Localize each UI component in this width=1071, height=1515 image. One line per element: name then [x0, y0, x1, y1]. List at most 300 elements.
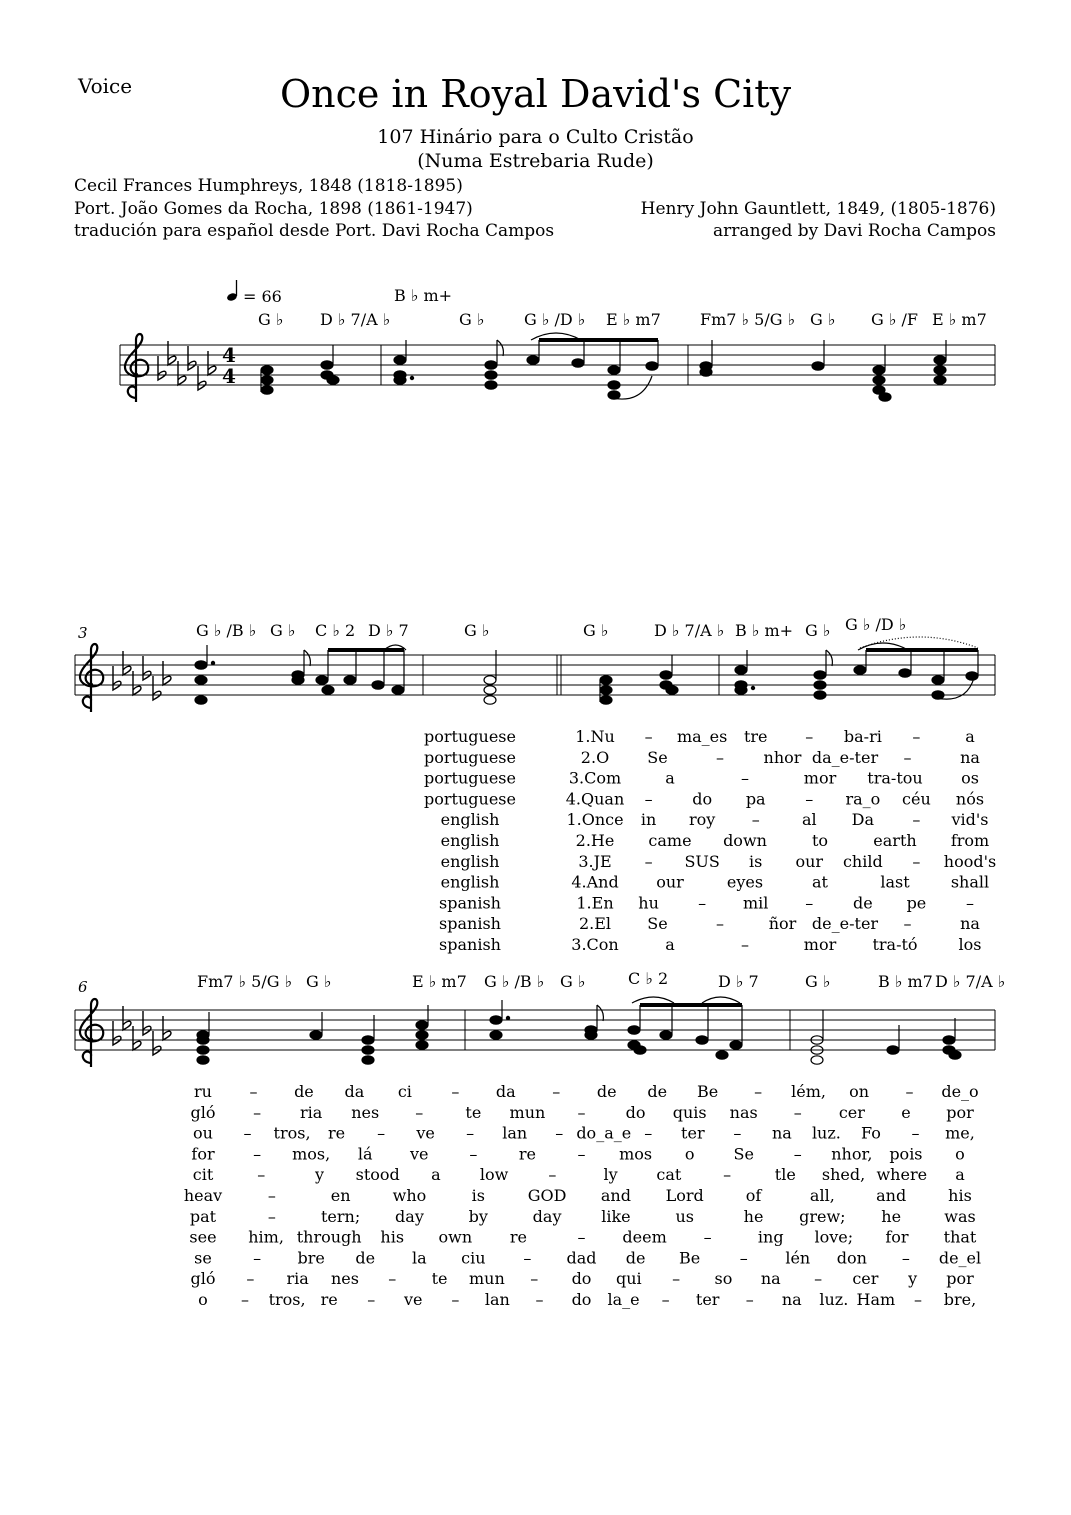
- svg-text:4: 4: [222, 343, 236, 367]
- lyric-syllable: luz.: [811, 1123, 841, 1143]
- lyric-syllable: ve: [404, 1290, 423, 1309]
- lyric-syllable: –: [548, 1165, 557, 1185]
- lyric-syllable: that: [943, 1227, 977, 1247]
- lyric-syllable: lan: [502, 1123, 528, 1143]
- lyric-syllable: de_el: [938, 1248, 982, 1268]
- lyric-syllable: cer: [852, 1269, 879, 1289]
- verse-language-label: portuguese: [424, 727, 516, 746]
- lyric-syllable: he: [743, 1206, 764, 1226]
- lyric-syllable: Ham: [856, 1290, 896, 1309]
- lyric-syllable: ñor: [768, 914, 797, 934]
- song-title: Once in Royal David's City: [279, 72, 792, 116]
- lyric-syllable: nhor,: [831, 1144, 873, 1164]
- chord-symbol: G ♭ /B ♭: [484, 972, 545, 991]
- lyric-syllable: –: [257, 1165, 266, 1185]
- lyric-syllable: –: [754, 1082, 763, 1101]
- lyric-syllable: da_e-ter: [811, 747, 879, 767]
- lyric-syllable: us: [675, 1206, 694, 1226]
- lyric-syllable: quis: [672, 1102, 707, 1122]
- lyric-syllable: –: [644, 851, 653, 871]
- lyric-syllable: re: [509, 1227, 527, 1247]
- lyric-syllable: eyes: [726, 872, 764, 892]
- lyric-syllable: –: [698, 893, 707, 913]
- lyric-syllable: –: [253, 1144, 262, 1164]
- lyric-syllable: ba-ri: [843, 727, 882, 746]
- lyric-syllable: who: [392, 1186, 427, 1205]
- lyric-syllable: Se: [647, 747, 668, 767]
- lyric-syllable: –: [912, 810, 921, 830]
- lyric-syllable: he: [881, 1206, 902, 1226]
- lyric-syllable: nes: [330, 1269, 359, 1289]
- lyric-syllable: is: [471, 1186, 485, 1205]
- lyric-syllable: hu: [638, 893, 659, 913]
- lyric-syllable: da: [344, 1082, 365, 1101]
- chord-symbol: G ♭: [560, 972, 586, 991]
- lyric-syllable: ou: [193, 1123, 213, 1143]
- lyric-syllable: so: [714, 1269, 733, 1289]
- lyric-syllable: –: [577, 1102, 586, 1122]
- lyric-syllable: –: [739, 1248, 748, 1268]
- lyric-syllable: –: [966, 893, 974, 913]
- lyric-syllable: him,: [248, 1227, 284, 1247]
- lyric-syllable: os: [961, 768, 979, 788]
- lyric-syllable: 2.El: [578, 914, 612, 934]
- arranger-credit: arranged by Davi Rocha Campos: [713, 221, 996, 241]
- lyric-syllable: o: [955, 1144, 965, 1164]
- lyric-syllable: –: [805, 727, 814, 746]
- chord-symbol: G ♭: [306, 972, 332, 991]
- lyric-syllable: our: [795, 851, 824, 871]
- lyric-syllable: do: [571, 1269, 592, 1289]
- notes-system-1: [261, 333, 946, 401]
- lyric-syllable: day: [532, 1206, 562, 1226]
- lyric-syllable: ly: [603, 1165, 618, 1185]
- lyric-syllable: na: [781, 1290, 802, 1309]
- lyric-syllable: –: [793, 1144, 802, 1164]
- lyric-syllable: lém,: [791, 1082, 827, 1101]
- chord-symbol: E ♭ m7: [412, 972, 467, 991]
- lyric-syllable: –: [523, 1248, 532, 1268]
- chord-symbol: G ♭ /D ♭: [845, 615, 907, 634]
- lyric-syllable: mos,: [292, 1144, 331, 1164]
- lyric-syllable: en: [330, 1186, 351, 1205]
- lyric-syllable: por: [946, 1102, 974, 1122]
- lyric-syllable: por: [946, 1269, 974, 1289]
- lyric-syllable: ria: [286, 1269, 309, 1289]
- lyric-syllable: de: [294, 1082, 314, 1101]
- lyric-syllable: bre: [297, 1248, 325, 1268]
- lyric-syllable: pois: [889, 1144, 923, 1164]
- lyric-syllable: cer: [838, 1102, 865, 1122]
- lyric-syllable: last: [880, 872, 910, 892]
- lyric-syllable: –: [741, 935, 749, 954]
- composer-credit: Henry John Gauntlett, 1849, (1805-1876): [640, 199, 996, 219]
- lyric-syllable: see: [189, 1227, 217, 1247]
- verse-language-label: english: [440, 810, 500, 830]
- chord-symbol: G ♭: [805, 972, 831, 991]
- lyric-syllable: in: [640, 810, 657, 830]
- lyric-syllable: pat: [189, 1206, 217, 1226]
- chord-symbol: D ♭ 7: [718, 972, 759, 991]
- lyric-syllable: stood: [355, 1165, 400, 1185]
- lyric-syllable: –: [661, 1290, 670, 1309]
- lyric-syllable: 3.Com: [568, 768, 622, 788]
- lyrics-system-3: [184, 1082, 981, 1309]
- measure-number-3: 3: [78, 624, 88, 642]
- lyric-syllable: 2.He: [575, 831, 615, 850]
- lyric-syllable: –: [644, 727, 653, 746]
- lyric-syllable: tra-tou: [867, 768, 923, 788]
- lyric-syllable: y: [908, 1269, 918, 1289]
- chord-symbol: E ♭ m7: [606, 310, 661, 329]
- lyric-syllable: Se: [733, 1144, 754, 1164]
- lyric-syllable: gló: [190, 1269, 216, 1289]
- lyric-syllable: –: [901, 1248, 910, 1268]
- lyric-syllable: roy: [688, 810, 716, 830]
- lyric-syllable: –: [805, 789, 814, 809]
- lyric-syllable: ria: [299, 1102, 323, 1122]
- notes-system-2: [195, 637, 978, 704]
- lyric-syllable: 2.O: [580, 747, 610, 767]
- lyric-syllable: –: [249, 1082, 258, 1101]
- lyric-syllable: at: [812, 872, 828, 892]
- lyric-syllable: tros,: [273, 1123, 311, 1143]
- lyric-syllable: his: [380, 1227, 405, 1247]
- lyric-syllable: Se: [647, 914, 668, 934]
- lyric-syllable: –: [555, 1123, 564, 1143]
- lyric-syllable: e: [901, 1102, 911, 1122]
- lyric-syllable: a: [665, 768, 675, 788]
- lyric-syllable: de: [647, 1082, 668, 1101]
- chord-symbol: D ♭ 7/A ♭: [935, 972, 1006, 991]
- lyric-syllable: 4.Quan: [565, 789, 625, 809]
- lyric-syllable: me,: [945, 1123, 975, 1143]
- lyric-syllable: ru: [194, 1082, 212, 1101]
- lyric-syllable: –: [367, 1290, 376, 1309]
- lyric-syllable: lén: [785, 1248, 811, 1268]
- lyric-syllable: don: [836, 1248, 867, 1268]
- chord-symbol: B ♭ m+: [394, 286, 453, 305]
- chord-symbol: B ♭ m7: [878, 972, 933, 991]
- lyric-syllable: –: [716, 747, 724, 767]
- chord-symbol: G ♭ /F: [871, 310, 918, 329]
- lyric-syllable: Be: [697, 1082, 719, 1101]
- lyric-syllable: na: [771, 1123, 792, 1143]
- lyric-syllable: do: [625, 1102, 646, 1122]
- lyric-syllable: re: [328, 1123, 346, 1143]
- lyric-syllable: re: [320, 1290, 338, 1309]
- lyric-syllable: vid's: [951, 810, 989, 830]
- verse-language-label: portuguese: [424, 789, 516, 809]
- chord-symbol: Fm7 ♭ 5/G ♭: [700, 310, 796, 329]
- lyric-syllable: all,: [809, 1186, 835, 1205]
- lyric-syllable: te: [431, 1269, 448, 1289]
- lyric-syllable: Da: [851, 810, 875, 830]
- chord-symbol: G ♭: [805, 621, 831, 640]
- lyric-syllable: mor: [803, 768, 837, 788]
- lyric-syllable: –: [912, 851, 921, 871]
- lyric-syllable: through: [296, 1227, 362, 1247]
- lyric-syllable: –: [388, 1269, 397, 1289]
- lyric-syllable: do: [571, 1290, 592, 1309]
- svg-text:4: 4: [222, 364, 236, 388]
- lyric-syllable: to: [811, 831, 829, 850]
- lyric-syllable: da: [495, 1082, 516, 1101]
- lyric-syllable: nós: [955, 789, 985, 809]
- chord-symbol: C ♭ 2: [628, 969, 669, 988]
- lyric-syllable: de: [355, 1248, 376, 1268]
- lyric-syllable: –: [903, 747, 912, 767]
- lyric-syllable: Fo: [861, 1123, 881, 1143]
- chord-symbol: B ♭ m+: [735, 621, 794, 640]
- lyric-syllable: ci: [397, 1082, 412, 1101]
- chord-symbol: D ♭ 7: [368, 621, 409, 640]
- verse-language-label: spanish: [439, 914, 501, 934]
- part-label: Voice: [78, 74, 133, 98]
- chord-symbol: G ♭ /B ♭: [196, 621, 257, 640]
- lyric-syllable: was: [944, 1206, 976, 1226]
- lyric-syllable: na: [760, 1269, 781, 1289]
- lyric-syllable: –: [577, 1227, 586, 1247]
- lyric-syllable: cit: [192, 1165, 214, 1185]
- lyric-syllable: –: [793, 1102, 802, 1122]
- lyric-syllable: –: [241, 1290, 250, 1309]
- lyric-syllable: like: [601, 1206, 631, 1226]
- verse-language-label: portuguese: [424, 768, 516, 788]
- chord-symbols-system-1: [258, 286, 987, 329]
- lyric-syllable: –: [905, 1082, 914, 1101]
- lyric-syllable: re: [518, 1144, 536, 1164]
- lyric-syllable: gló: [190, 1102, 216, 1122]
- lyric-syllable: –: [267, 1186, 276, 1205]
- lyric-syllable: qui: [615, 1269, 642, 1289]
- lyric-syllable: –: [469, 1144, 478, 1164]
- chord-symbol: G ♭: [583, 621, 609, 640]
- lyric-syllable: de: [852, 893, 873, 913]
- lyric-syllable: de_e-ter: [811, 914, 879, 934]
- lyric-syllable: mos: [619, 1144, 653, 1164]
- chord-symbol: G ♭: [270, 621, 296, 640]
- lyric-syllable: tre: [743, 727, 768, 746]
- staff-system-3: [75, 978, 995, 1067]
- treble-clef-icon: [80, 644, 103, 712]
- lyric-syllable: –: [723, 1165, 732, 1185]
- lyric-syllable: pa: [745, 789, 766, 809]
- staff-system-1: [120, 280, 995, 402]
- lyric-syllable: tra-tó: [872, 935, 918, 954]
- lyric-syllable: –: [751, 810, 760, 830]
- lyric-syllable: cat: [656, 1165, 682, 1185]
- lyric-syllable: hood's: [943, 851, 997, 871]
- lyric-syllable: –: [253, 1102, 262, 1122]
- lyric-syllable: earth: [873, 831, 917, 850]
- lyric-syllable: na: [960, 747, 980, 767]
- lyric-syllable: o: [198, 1290, 208, 1309]
- chord-symbol: Fm7 ♭ 5/G ♭: [197, 972, 293, 991]
- lyric-syllable: is: [749, 851, 763, 871]
- chord-symbol: G ♭: [258, 310, 284, 329]
- lyric-syllable: de: [596, 1082, 617, 1101]
- lyric-syllable: –: [741, 768, 749, 788]
- lyric-syllable: y: [314, 1165, 324, 1185]
- lyric-syllable: ter: [681, 1123, 705, 1143]
- lyric-syllable: al: [801, 810, 817, 830]
- treble-clef-icon: [125, 334, 148, 402]
- lyric-syllable: heav: [183, 1186, 223, 1205]
- verse-language-label: portuguese: [424, 747, 516, 767]
- lyric-syllable: 1.Nu: [575, 727, 615, 746]
- lyric-syllable: nes: [351, 1102, 380, 1122]
- spanish-translator-credit: tradución para español desde Port. Davi Rocha Campos: [74, 221, 555, 241]
- lyric-syllable: on: [849, 1082, 870, 1101]
- lyric-syllable: –: [243, 1123, 252, 1143]
- lyric-syllable: dad: [566, 1248, 597, 1268]
- lyric-syllable: –: [911, 1123, 920, 1143]
- chord-symbol: D ♭ 7/A ♭: [320, 310, 391, 329]
- lyric-syllable: los: [958, 935, 982, 954]
- lyric-syllable: –: [913, 1290, 922, 1309]
- lyric-syllable: tle: [774, 1165, 796, 1185]
- lyrics-system-2: [566, 727, 996, 954]
- lyric-syllable: –: [246, 1269, 255, 1289]
- lyric-syllable: do_a_e: [576, 1123, 632, 1143]
- lyric-syllable: Lord: [665, 1186, 704, 1205]
- lyric-syllable: ve: [410, 1144, 429, 1164]
- lyric-syllable: shed,: [821, 1165, 866, 1185]
- lyric-syllable: céu: [902, 789, 931, 809]
- verse-language-label: spanish: [439, 893, 501, 913]
- lyric-syllable: ma_es: [676, 727, 728, 746]
- lyric-syllable: do: [692, 789, 713, 809]
- lyric-syllable: from: [950, 831, 990, 850]
- notes-system-3: [197, 997, 961, 1064]
- lyric-syllable: –: [644, 789, 653, 809]
- lyric-syllable: –: [451, 1290, 460, 1309]
- lyric-syllable: a: [955, 1165, 965, 1185]
- lyric-syllable: grew;: [799, 1206, 846, 1226]
- lyric-syllable: love;: [814, 1227, 854, 1247]
- lyric-syllable: 3.Con: [571, 935, 619, 954]
- lyric-syllable: ter: [695, 1290, 720, 1309]
- lyric-syllable: deem: [622, 1227, 667, 1247]
- lyric-syllable: ve: [416, 1123, 435, 1143]
- tempo-marking: [226, 280, 282, 306]
- lyric-syllable: SUS: [684, 851, 720, 871]
- lyric-syllable: day: [395, 1206, 424, 1226]
- lyric-syllable: te: [465, 1102, 482, 1122]
- lyric-syllable: nas: [729, 1102, 758, 1122]
- lyric-syllable: se: [194, 1248, 212, 1268]
- lyric-syllable: –: [530, 1269, 539, 1289]
- lyric-syllable: –: [745, 1290, 754, 1309]
- hymnal-subtitle: 107 Hinário para o Culto Cristão: [377, 126, 694, 148]
- lyric-syllable: o: [684, 1144, 695, 1164]
- lyric-syllable: and: [876, 1186, 907, 1205]
- chord-symbol: G ♭: [464, 621, 490, 640]
- lyric-syllable: –: [253, 1248, 262, 1268]
- lyric-syllable: –: [377, 1123, 386, 1143]
- lyric-syllable: GOD: [527, 1186, 567, 1205]
- chord-symbols-system-2: [196, 615, 906, 640]
- lyric-syllable: mun: [468, 1269, 505, 1289]
- lyric-syllable: ciu: [461, 1248, 486, 1268]
- lyric-syllable: la: [411, 1248, 427, 1268]
- lyric-syllable: –: [903, 914, 912, 934]
- lyric-syllable: mil: [743, 893, 769, 913]
- lyric-syllable: 4.And: [571, 872, 619, 892]
- lyric-syllable: came: [648, 831, 692, 850]
- lyric-syllable: 3.JE: [578, 851, 612, 871]
- lyric-syllable: ra_o: [845, 789, 881, 809]
- time-signature: [222, 343, 236, 388]
- verse-language-label: english: [440, 831, 500, 850]
- lyric-syllable: lan: [484, 1290, 510, 1309]
- lyric-syllable: luz.: [819, 1290, 849, 1309]
- lyric-syllable: –: [733, 1123, 742, 1143]
- lyric-syllable: and: [600, 1186, 631, 1205]
- lyric-syllable: child: [842, 851, 883, 871]
- lyric-syllable: low: [479, 1165, 509, 1185]
- lyric-syllable: –: [535, 1290, 544, 1309]
- lyric-syllable: for: [885, 1227, 909, 1247]
- lyric-syllable: of: [745, 1186, 762, 1205]
- lyric-syllable: –: [644, 1123, 653, 1143]
- lyric-syllable: –: [912, 727, 921, 746]
- lyric-syllable: na: [960, 914, 980, 934]
- lyricist-credit: Cecil Frances Humphreys, 1848 (1818-1895): [74, 176, 463, 196]
- lyric-syllable: where: [876, 1165, 928, 1185]
- treble-clef-icon: [80, 999, 103, 1067]
- chord-symbol: D ♭ 7/A ♭: [654, 621, 725, 640]
- lyric-syllable: de: [625, 1248, 646, 1268]
- tempo-value: = 66: [243, 287, 282, 306]
- verse-language-label: english: [440, 872, 500, 892]
- lyric-syllable: own: [438, 1227, 473, 1247]
- lyric-syllable: for: [191, 1144, 215, 1164]
- lyric-syllable: pe: [906, 893, 927, 913]
- chord-symbol: E ♭ m7: [932, 310, 987, 329]
- lyric-syllable: tern;: [321, 1206, 361, 1226]
- lyric-syllable: Be: [679, 1248, 701, 1268]
- verse-language-label: english: [440, 851, 500, 871]
- lyric-syllable: –: [466, 1123, 475, 1143]
- lyric-syllable: –: [716, 914, 724, 934]
- lyric-syllable: nhor: [763, 747, 802, 767]
- lyric-syllable: his: [948, 1186, 972, 1205]
- translator-credit: Port. João Gomes da Rocha, 1898 (1861-1947): [74, 199, 473, 219]
- lyric-syllable: mun: [509, 1102, 546, 1122]
- chord-symbol: G ♭ /D ♭: [524, 310, 586, 329]
- measure-number-6: 6: [78, 978, 88, 996]
- lyric-syllable: a: [431, 1165, 441, 1185]
- lyric-syllable: de_o: [941, 1082, 979, 1101]
- lyric-syllable: by: [468, 1206, 488, 1226]
- lyric-syllable: –: [552, 1082, 561, 1101]
- alternate-title: (Numa Estrebaria Rude): [417, 150, 654, 172]
- lyric-syllable: –: [577, 1144, 586, 1164]
- lyric-syllable: ing: [757, 1227, 784, 1247]
- chord-symbol: G ♭: [810, 310, 836, 329]
- lyric-syllable: our: [656, 872, 684, 892]
- lyric-syllable: 1.Once: [566, 810, 624, 830]
- lyric-syllable: –: [267, 1206, 276, 1226]
- lyric-syllable: –: [451, 1082, 460, 1101]
- verse-language-labels: [424, 727, 516, 954]
- lyric-syllable: –: [672, 1269, 681, 1289]
- lyric-syllable: shall: [950, 872, 990, 892]
- lyric-syllable: –: [805, 893, 814, 913]
- lyric-syllable: tros,: [268, 1290, 306, 1309]
